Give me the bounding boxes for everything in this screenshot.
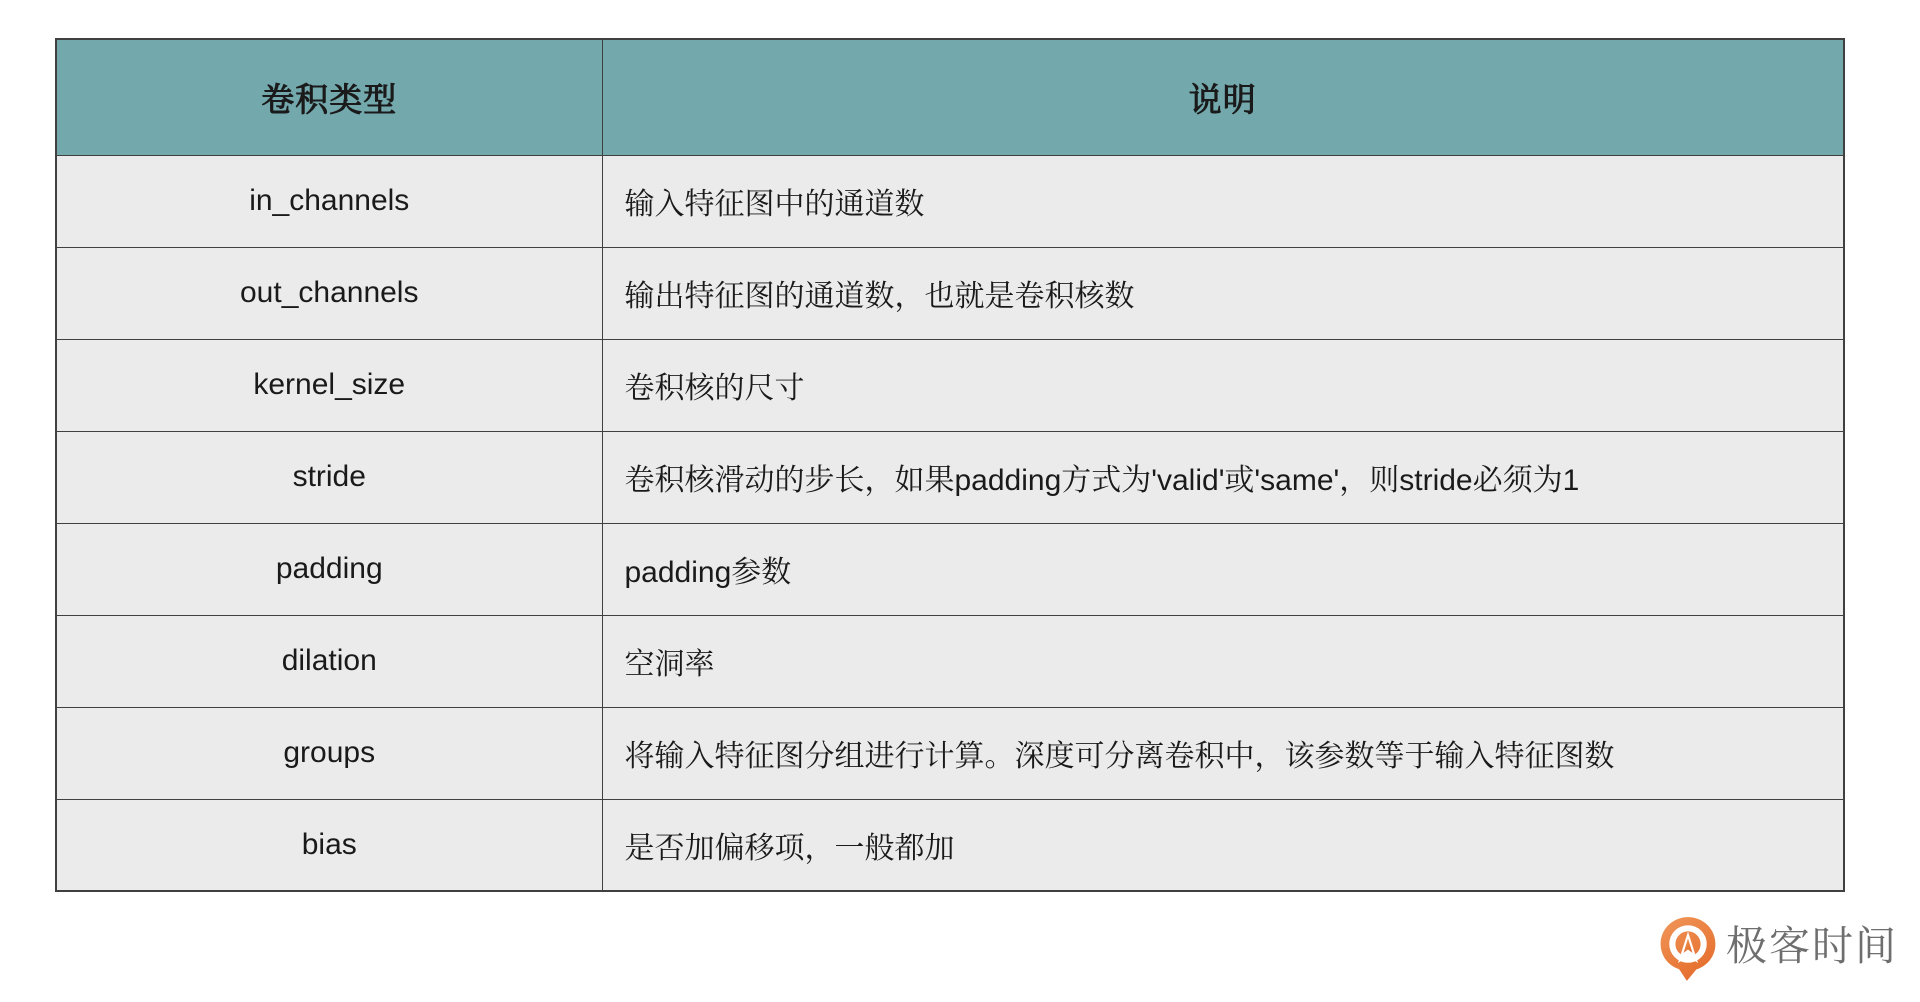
geektime-logo-text: 极客时间 <box>1726 922 1898 969</box>
param-description: 卷积核的尺寸 <box>602 339 1844 431</box>
header-row <box>56 39 1844 155</box>
table-row <box>56 155 1844 247</box>
param-name: padding <box>56 523 602 615</box>
param-description: 是否加偏移项，一般都加 <box>602 799 1844 891</box>
param-name: bias <box>56 799 602 891</box>
table-row <box>56 707 1844 799</box>
param-description: 卷积核滑动的步长，如果padding方式为'valid'或'same'，则stride必须为1 <box>602 431 1844 523</box>
param-name: dilation <box>56 615 602 707</box>
geektime-pin-icon <box>1660 916 1716 982</box>
param-description: 空洞率 <box>602 615 1844 707</box>
table-row <box>56 247 1844 339</box>
param-name: out_channels <box>56 247 602 339</box>
table-row <box>56 799 1844 891</box>
param-description: 输出特征图的通道数，也就是卷积核数 <box>602 247 1844 339</box>
param-name: kernel_size <box>56 339 602 431</box>
conv-parameters-table-container <box>55 38 1845 892</box>
table-row <box>56 431 1844 523</box>
param-description: 将输入特征图分组进行计算。深度可分离卷积中，该参数等于输入特征图数 <box>602 707 1844 799</box>
param-name: groups <box>56 707 602 799</box>
table-row <box>56 615 1844 707</box>
table-row <box>56 523 1844 615</box>
param-description: padding参数 <box>602 523 1844 615</box>
param-description: 输入特征图中的通道数 <box>602 155 1844 247</box>
table-row <box>56 339 1844 431</box>
geektime-logo <box>1660 916 1898 982</box>
header-cell-description: 说明 <box>602 39 1844 155</box>
param-name: in_channels <box>56 155 602 247</box>
param-name: stride <box>56 431 602 523</box>
header-cell-param-type: 卷积类型 <box>56 39 602 155</box>
conv-parameters-table <box>55 38 1845 892</box>
